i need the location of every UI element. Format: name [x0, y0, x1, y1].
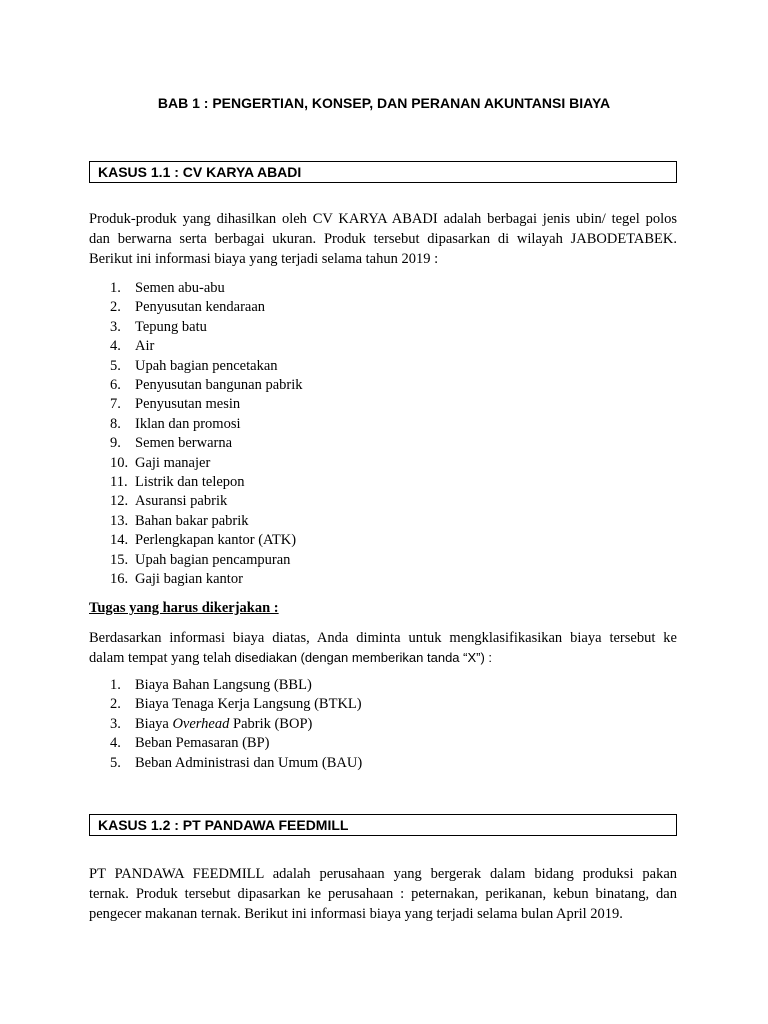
cost-list-item	[110, 434, 303, 453]
cost-list-item	[110, 570, 303, 589]
item-text-suffix: Pabrik (BOP)	[229, 715, 313, 732]
item-number: 2.	[110, 299, 121, 316]
cost-list-item	[110, 492, 303, 511]
item-number: 14.	[110, 532, 129, 549]
item-number: 4.	[110, 338, 121, 355]
item-text: Biaya Bahan Langsung (BBL)	[135, 677, 312, 693]
item-text: Perlengkapan kantor (ATK)	[135, 532, 297, 549]
item-number: 2.	[110, 696, 121, 713]
item-number: 3.	[110, 318, 121, 335]
item-number: 1.	[110, 677, 121, 693]
item-text: Upah bagian pencetakan	[135, 357, 278, 374]
item-text: Penyusutan kendaraan	[135, 299, 266, 316]
task-instruction-paragraph	[89, 628, 677, 668]
cost-list-item	[110, 357, 303, 376]
cost-list-item	[110, 298, 303, 317]
item-number: 6.	[110, 377, 121, 394]
item-number: 10.	[110, 454, 129, 471]
cost-list-item	[110, 551, 303, 570]
cost-list-item	[110, 376, 303, 395]
cost-list-item	[110, 337, 303, 356]
item-text: Iklan dan promosi	[135, 415, 241, 432]
item-number: 9.	[110, 435, 121, 452]
case-2-title-box: KASUS 1.2 : PT PANDAWA FEEDMILL	[89, 814, 677, 836]
task-line-text: dalam tempat yang telah	[89, 650, 235, 666]
category-list-item	[110, 734, 362, 753]
item-text: Penyusutan mesin	[135, 396, 241, 413]
item-number: 15.	[110, 551, 129, 568]
item-number: 11.	[110, 474, 128, 491]
category-list-item	[110, 695, 362, 714]
item-text: Beban Administrasi dan Umum (BAU)	[135, 754, 363, 771]
paragraph-line	[89, 648, 677, 668]
item-text: Biaya Tenaga Kerja Langsung (BTKL)	[135, 696, 362, 713]
item-text: Tepung batu	[135, 318, 207, 335]
item-text-italic: Overhead	[172, 715, 230, 732]
case-2-intro-paragraph	[89, 864, 677, 924]
item-number: 12.	[110, 493, 129, 510]
item-text: Bahan bakar pabrik	[135, 512, 249, 529]
category-list-item	[110, 754, 362, 773]
item-text: Semen abu-abu	[135, 280, 225, 296]
item-number: 7.	[110, 396, 121, 413]
case-1-title-box: KASUS 1.1 : CV KARYA ABADI	[89, 161, 677, 183]
paragraph-line: PT PANDAWA FEEDMILL adalah perusahaan yang bergerak dalam bidang produksi pakan	[89, 866, 677, 882]
cost-list-item	[110, 531, 303, 550]
task-line-text-tail: disediakan (dengan memberikan tanda “X”) :	[234, 650, 493, 665]
paragraph-line: pengecer makanan ternak. Berikut ini informasi biaya yang terjadi selama bulan April 2019.	[89, 906, 623, 922]
paragraph-line: dan berwarna serta berbagai ukuran. Produk tersebut dipasarkan di wilayah JABODETABEK.	[89, 231, 677, 247]
cost-list-item	[110, 415, 303, 434]
item-text: Penyusutan bangunan pabrik	[135, 377, 303, 394]
item-text: Gaji manajer	[135, 454, 211, 471]
paragraph-line: Produk-produk yang dihasilkan oleh CV KARYA ABADI adalah berbagai jenis ubin/ tegel polos	[89, 211, 677, 227]
category-list-item	[110, 676, 362, 695]
cost-list-item	[110, 279, 303, 298]
category-list-item	[110, 715, 362, 734]
item-number: 4.	[110, 735, 121, 752]
item-text: Listrik dan telepon	[135, 474, 245, 491]
item-number: 1.	[110, 280, 121, 296]
item-number: 13.	[110, 512, 129, 529]
item-text: Semen berwarna	[135, 435, 233, 452]
cost-list-item	[110, 512, 303, 531]
chapter-title: BAB 1 : PENGERTIAN, KONSEP, DAN PERANAN AKUNTANSI BIAYA	[157, 95, 611, 111]
item-number: 5.	[110, 754, 121, 771]
item-number: 16.	[110, 571, 129, 588]
item-text: Air	[135, 338, 155, 355]
cost-list-item	[110, 395, 303, 414]
cost-category-list	[110, 676, 362, 773]
item-text: Upah bagian pencampuran	[135, 551, 291, 568]
case-1-intro-paragraph	[89, 209, 677, 269]
item-number: 8.	[110, 415, 121, 432]
cost-list-item	[110, 473, 303, 492]
item-text: Gaji bagian kantor	[135, 571, 243, 588]
item-text: Biaya	[135, 715, 173, 732]
task-heading: Tugas yang harus dikerjakan :	[89, 600, 279, 616]
item-text: Asuransi pabrik	[135, 493, 228, 510]
item-text: Beban Pemasaran (BP)	[135, 735, 270, 752]
paragraph-line: Berdasarkan informasi biaya diatas, Anda diminta untuk mengklasifikasikan biaya tersebut ke	[89, 630, 677, 646]
cost-items-list	[110, 279, 303, 590]
paragraph-line: Berikut ini informasi biaya yang terjadi selama tahun 2019 :	[89, 251, 439, 267]
cost-list-item	[110, 318, 303, 337]
item-number: 5.	[110, 357, 121, 374]
item-number: 3.	[110, 715, 121, 732]
cost-list-item	[110, 454, 303, 473]
paragraph-line: ternak. Produk tersebut dipasarkan ke perusahaan : peternakan, perikanan, kebun binatang, dan	[89, 886, 677, 902]
